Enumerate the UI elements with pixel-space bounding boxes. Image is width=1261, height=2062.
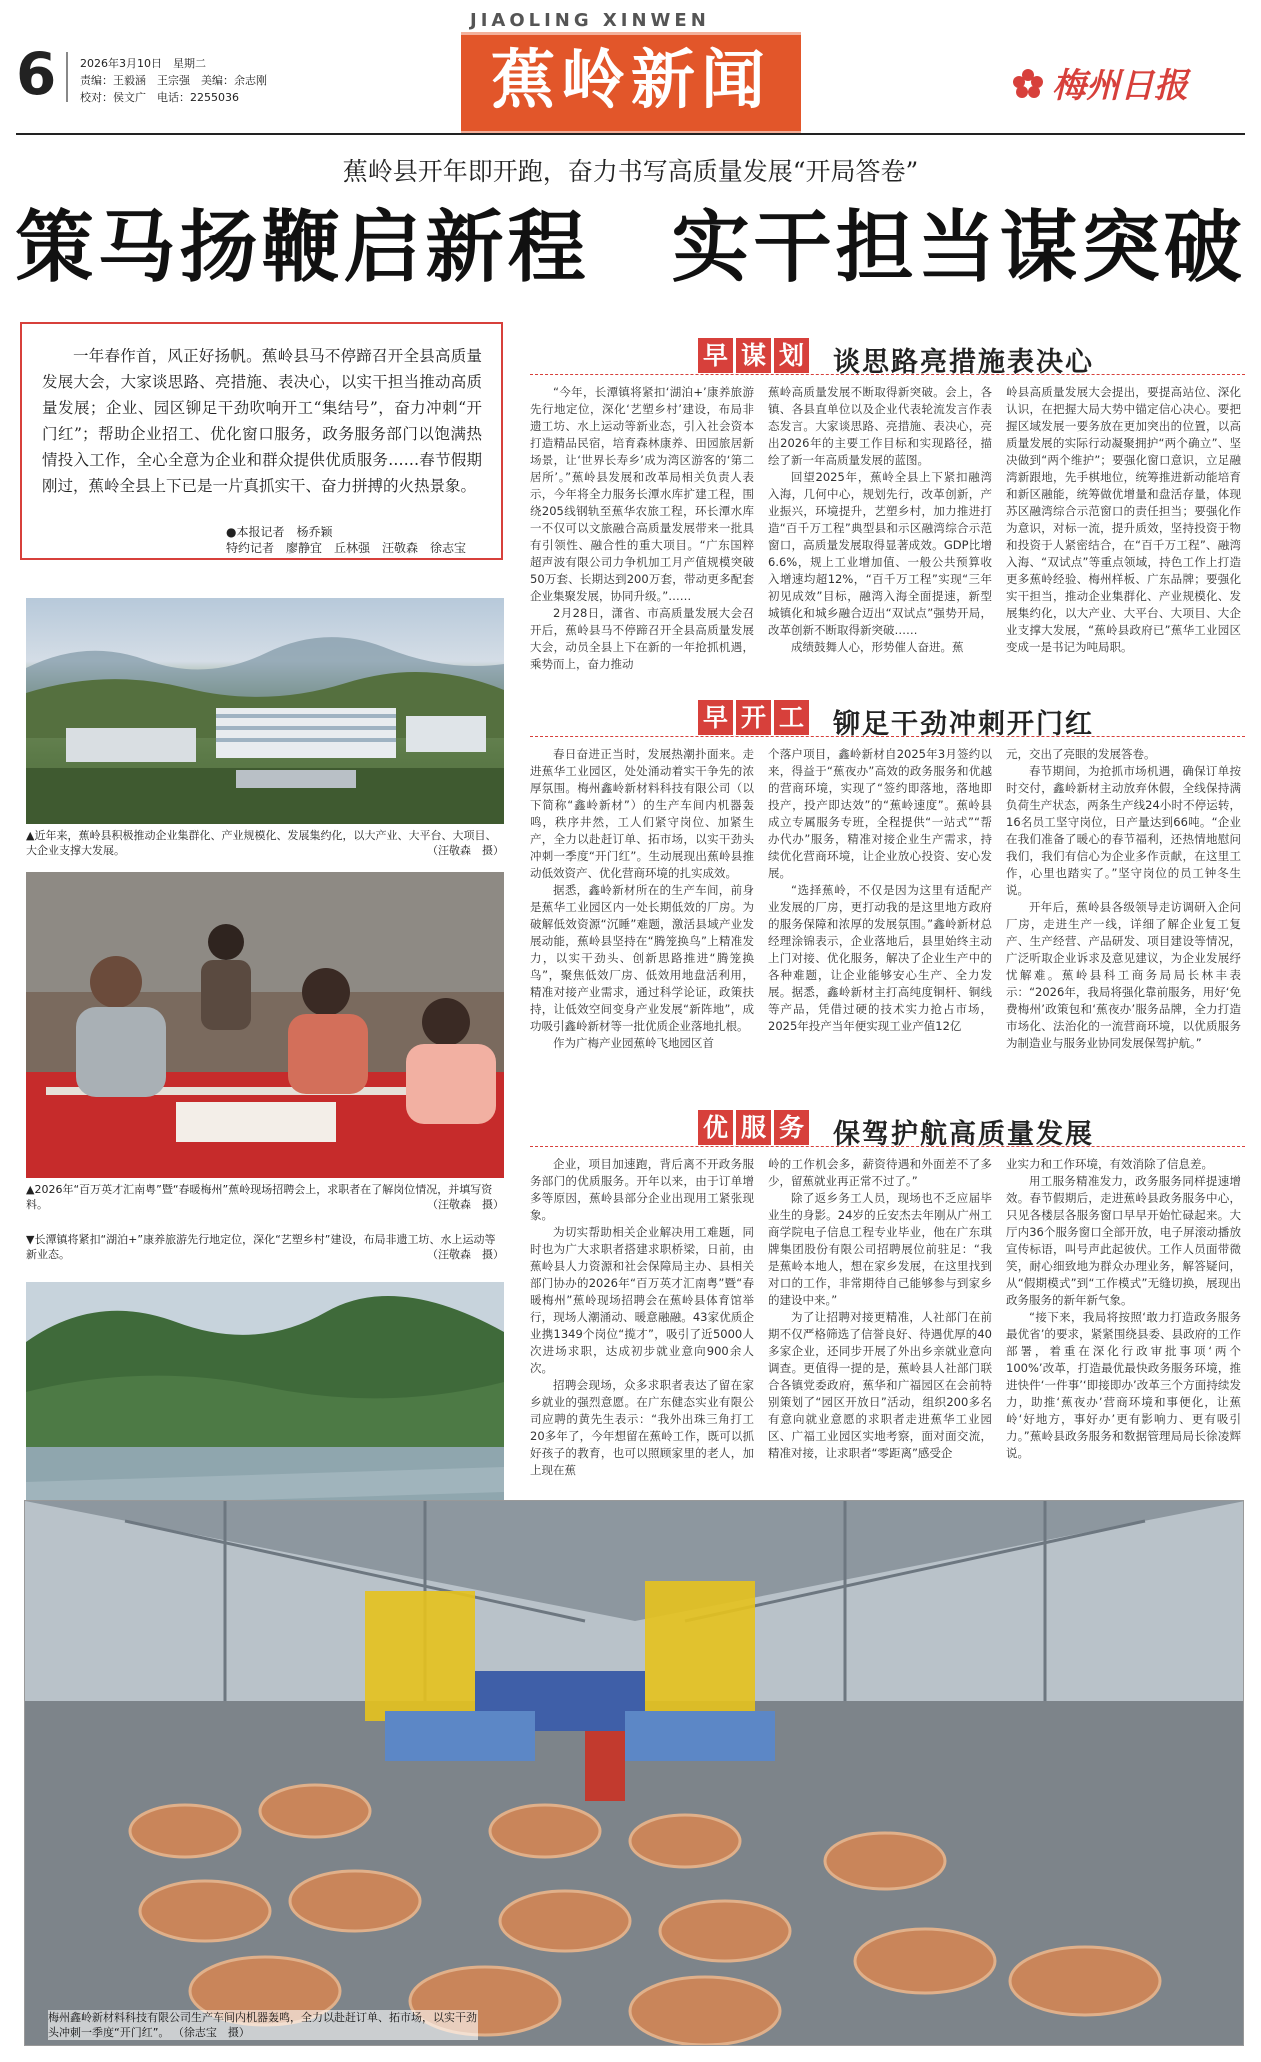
section2-title: 铆足干劲冲刺开门红: [833, 709, 1094, 740]
page-number: 6: [16, 40, 57, 108]
paper-name: 梅州日报: [1052, 66, 1188, 106]
section1-col3: [1006, 384, 1241, 700]
section3-col1-p2: 为切实帮助相关企业解决用工难题，同时也为广大求职者搭建求职桥梁，日前，由蕉岭县人力资源和社会保障局主办、县相关部门协办的2026年“百万英才汇南粤”暨“春暖梅州”蕉岭现场招聘会在蕉岭县体育馆举行，现场人潮涌动、暖意融融。43家优质企业携1349个岗位“揽才”，吸引了近5000人次进场求职，达成初步就业意向900余人次。: [530, 1225, 754, 1375]
factory-scene: [25, 1501, 1244, 2046]
section3-title: 保驾护航高质量发展: [833, 1119, 1094, 1150]
section2-badge-char-2: 开: [736, 700, 771, 735]
section1-col1: [530, 384, 754, 700]
section1-badge-char-3: 划: [774, 338, 809, 373]
photo-factory: [24, 1500, 1244, 2046]
photo3-credit: （汪敬森 摄）: [427, 1248, 504, 1261]
section1-rule: [530, 374, 1245, 375]
section3-col2-p3: 为了让招聘对接更精准，人社部门在前期不仅严格筛选了信誉良好、待遇优厚的40多家企业，还同步开展了外出乡亲就业意向调查。更值得一提的是，蕉岭县人社部门联合各镇党委政府，蕉华和广福园区在会前特别策划了“园区开放日”活动，组织200多名有意向就业意愿的求职者走进蕉华工业园区、广福工业园区实地考察，面对面交流，精准对接，让求职者“零距离”感受企: [768, 1310, 992, 1460]
photo4-caption: [48, 2010, 478, 2040]
section3-col3: [1006, 1156, 1241, 1496]
section3-badge: [698, 1110, 809, 1145]
section2-col3-p3: 开年后，蕉岭县各级领导走访调研入企问厂房，走进生产一线，详细了解企业复工复产、生产经营、产品研发、项目建设等情况，广泛听取企业诉求及意见建议，为企业发展纾忧解难。蕉岭县科工商务局局长林丰表示：“2026年，我局将强化靠前服务，用好‘免费梅州’政策包和‘蕉夜办’服务品牌，全力打造市场化、法治化的一流营商环境，以优质服务为制造业与服务业协同发展保驾护航。”: [1006, 900, 1241, 1050]
section1-col1-p2: 2月28日，潇省、市高质量发展大会召开后，蕉岭县马不停蹄召开全县高质量发展大会，动员全县上下在新的一年抢抓机遇，乘势而上，奋力推动: [530, 606, 754, 671]
section1-col2-p2: 回望2025年，蕉岭全县上下紧扣融湾入海，几何中心，规划先行，改革创新，产业振兴，环境提升，艺塑乡村，加力推进打造“百千万工程”典型县和示区融湾综合示范窗口，高质量发展取得显著成效。GDP比增6.6%，规上工业增加值、一般公共预算收入增速均超12%，“百千万工程”实现“三年初见成效”目标，融湾入海全面提速，新型城镇化和城乡融合迈出“双试点”强势开局，改革创新不断取得新突破……: [768, 470, 992, 637]
photo1-caption: [26, 828, 504, 858]
proof-line: 校对：侯文广 电话：2255036: [80, 91, 239, 104]
section-name: 蕉岭新闻: [491, 43, 771, 118]
section2-col3: [1006, 746, 1241, 1086]
section2-badge: [698, 700, 809, 735]
section1-badge: [698, 338, 809, 373]
section2-col1-p2: 据悉，鑫岭新材所在的生产车间，前身是蕉华工业园区内一处长期低效的厂房。为破解低效资源“沉睡”难题，激活县域产业发展动能，蕉岭县坚持在“腾笼换鸟”上精准发力，以实干劲头、创新思路推进“腾笼换鸟”，聚焦低效厂房、低效用地盘活利用，精准对接产业需求，通过科学论证，政策扶持，让低效空间变身产业发展“新阵地”，成功吸引鑫岭新材等一批优质企业落地扎根。: [530, 883, 754, 1033]
section1-badge-char-1: 早: [698, 338, 733, 373]
photo-industrial-park: [26, 598, 504, 824]
byline-2: 特约记者 廖静宜 丘林强 汪敬森 徐志宝: [226, 541, 467, 555]
section2-col3-p1: 元，交出了亮眼的发展答卷。: [1006, 747, 1156, 761]
photo4-caption-text: 梅州鑫岭新材料科技有限公司生产车间内机器轰鸣，全力以赴赶订单、拓市场，以实干劲头冲刺一季度“开门红”。: [48, 2011, 477, 2039]
section2-rule: [530, 736, 1245, 737]
section3-col1-p1: 企业，项目加速跑，背后离不开政务服务部门的优质服务。开年以来，由于订单增多等原因，蕉岭县部分企业出现用工紧张现象。: [530, 1157, 754, 1222]
section3-col2: [768, 1156, 992, 1496]
section2-col1-p3: 作为广梅产业园蕉岭飞地园区首: [553, 1036, 714, 1050]
section1-col3-p1: 岭县高质量发展大会提出，要提高站位、深化认识，在把握大局大势中锚定信心决心。要把握区域发展一要务放在更加突出的位置，以高质量发展的实际行动凝聚拥护“两个确立”、坚决做到“两个维护”；要强化窗口意识，立足融湾新跟地，先手棋地位，统筹推进新动能培育和新区融能，统筹做优增量和盘活存量，体现苏区融湾综合示范窗口的责任担当；要强化作为意识，对标一流，提升质效，坚持投资于物和投资于人紧密结合，在“百千万工程”、融湾入海、“双试点”等重点领域，持色工作上打造更多蕉岭经验、梅州样板、广东品牌；要强化实干担当，推动企业集群化、产业规模化、发展集约化，以大产业、大平台、大项目、大企业支撑大发展，“蕉岭县政府已”蕉华工业园区变成一是书记为吨局职。: [1006, 385, 1241, 654]
editors-line: 责编：王毅涵 王宗强 美编：余志刚: [80, 74, 267, 87]
section3-col1-p3: 招聘会现场，众多求职者表达了留在家乡就业的强烈意愿。在广东健态实业有限公司应聘的黄先生表示：“我外出珠三角打工20多年了，今年想留在蕉岭工作，既可以抓好孩子的教育，也可以照顾家里的老人，加上现在蕉: [530, 1378, 754, 1477]
photo4-credit: （徐志宝 摄）: [172, 2026, 250, 2039]
lead-paragraph: 一年春作首，风正好扬帆。蕉岭县马不停蹄召开全县高质量发展大会，大家谈思路、亮措施、表决心，以实干担当推动高质量发展；企业、园区铆足干劲吹响开工“集结号”，奋力冲刺“开门红”；帮助企业招工、优化窗口服务，政务服务部门以饱满热情投入工作，全心全意为企业和群众提供优质服务……春节假期刚过，蕉岭全县上下已是一片真抓实干、奋力拼搏的火热景象。: [42, 347, 482, 495]
section2-col2-p2: “选择蕉岭，不仅是因为这里有适配产业发展的厂房，更打动我的是这里地方政府的服务保障和浓厚的发展氛围。”鑫岭新材总经理涂锦表示，企业落地后，县里始终主动上门对接、优化服务，解决了企业生产中的各种难题，让企业能够安心生产、全力发展。据悉，鑫岭新材主打高纯度铜杆、铜线等产品，凭借过硬的技术实力抢占市场，2025年投产当年便实现工业产值12亿: [768, 883, 992, 1033]
masthead-rule: [16, 133, 1245, 135]
byline-1: ●本报记者 杨乔颖: [226, 525, 333, 539]
kicker: 蕉岭县开年即开跑，奋力书写高质量发展“开局答卷”: [342, 157, 919, 186]
masthead-divider: [66, 52, 68, 102]
photo2-caption: [26, 1182, 504, 1212]
section3-rule: [530, 1146, 1245, 1147]
section1-col1-p1: “今年，长潭镇将紧扣‘湖泊+’康养旅游先行地定位，深化‘艺塑乡村’建设，布局非遗工坊、水上运动等新业态，引入社会资本打造精品民宿，培育森林康养、田园旅居新场景，让‘世界长寿乡’成为湾区游客的‘第二居所’。”蕉岭县发展和改革局相关负责人表示，今年将全力服务长潭水库扩建工程，围绕205线钢轨至蕉华农旅工程，环长潭水库一不仅可以文旅融合高质量发展带来一批具有引领性、融合性的重大项目。“广东国粹超声波有限公司力争机加工月产值规模突破50万套、长期达到200万套，带动更多配套企业集聚发展，协同升级。”……: [530, 385, 754, 603]
section2-col3-p2: 春节期间，为抢抓市场机遇，确保订单按时交付，鑫岭新材主动放弃休假，全线保持满负荷生产状态，两条生产线24小时不停运转，16名员工坚守岗位，日产量达到66吨。“企业在我们准备了暖心的春节福利，还热情地慰问我们，我们有信心为企业多作贡献，在这里工作，心里也踏实了。”坚守岗位的员工钟冬生说。: [1006, 764, 1241, 897]
section2-col1-p1: 春日奋进正当时，发展热潮扑面来。走进蕉华工业园区，处处涌动着实干争先的浓厚氛围。梅州鑫岭新材料科技有限公司（以下简称“鑫岭新材”）的生产车间内机器轰鸣，秩序井然，工人们紧守岗位、加紧生产，全力以赴赶订单、拓市场，以实干劲头冲刺一季度“开门红”。生动展现出蕉岭县推动低效资产、优化营商环境的扎实成效。: [530, 747, 754, 880]
section3-col2-p1: 岭的工作机会多，薪资待遇和外面差不了多少，留蕉就业再正常不过了。”: [768, 1157, 992, 1188]
photo-job-fair: [26, 872, 504, 1178]
section2-col1: [530, 746, 754, 1086]
section3-col3-p3: “接下来，我局将按照‘敢力打造政务服务最优省’的要求，紧紧围绕县委、县政府的工作部署，着重在深化行政审批事项‘两个100%’改革，打造最优最快政务服务环境，推进快件‘一件事’‘即接即办’改革三个方面持续发力，助推‘蕉夜办’营商环境和事便化，让蕉岭‘好地方，事好办’更有影响力、更有吸引力。”蕉岭县政务服务和数据管理局局长徐凌辉说。: [1006, 1310, 1241, 1460]
photo3-caption-text: ▼长潭镇将紧扣“湖泊+”康养旅游先行地定位，深化“艺塑乡村”建设，布局非遗工坊、水上运动等新业态。: [26, 1233, 496, 1261]
photo1-caption-text: ▲近年来，蕉岭县积极推动企业集群化、产业规模化、发展集约化，以大产业、大平台、大项目、大企业支撑大发展。: [26, 829, 497, 857]
section-logo: [461, 32, 801, 134]
date-line: 2026年3月10日 星期二: [80, 57, 206, 70]
photo2-caption-text: ▲2026年“百万英才汇南粤”暨“春暖梅州”蕉岭现场招聘会上，求职者在了解岗位情况，并填写资料。: [26, 1183, 493, 1211]
section2-col2-p1: 个落户项目，鑫岭新材自2025年3月签约以来，得益于“蕉夜办”高效的政务服务和优越的营商环境，实现了“签约即落地，落地即投产，投产即达效”的“蕉岭速度”。蕉岭县成立专属服务专班，全程提供“一站式”“帮办代办”服务，精准对接企业生产需求，持续优化营商环境，让企业放心投资、安心发展。: [768, 747, 992, 880]
section3-col3-p2: 用工服务精准发力，政务服务同样提速增效。春节假期后，走进蕉岭县政务服务中心，只见各楼层各服务窗口早早开始忙碌起来。大厅内36个服务窗口全部开放，电子屏滚动播放宣传标语，叫号声此起彼伏。工作人员面带微笑，耐心细致地为群众办理业务，解答疑问，从“假期模式”到“工作模式”无缝切换，展现出政务服务的新年新气象。: [1006, 1174, 1241, 1307]
industrial-park-scene: [26, 598, 504, 824]
section3-badge-char-3: 务: [774, 1110, 809, 1145]
photo1-credit: （汪敬森 摄）: [427, 844, 504, 857]
photo3-caption: [26, 1232, 504, 1262]
section1-badge-char-2: 谋: [736, 338, 771, 373]
section1-title: 谈思路亮措施表决心: [833, 347, 1094, 378]
photo2-credit: （汪敬森 摄）: [427, 1198, 504, 1211]
section1-col2-p1: 蕉岭高质量发展不断取得新突破。会上，各镇、各县直单位以及企业代表轮流发言作表态发言。大家谈思路、亮措施、表决心，亮出2026年的主要工作目标和实现路径，描绘了新一年高质量发展的蓝图。: [768, 385, 992, 467]
section2-badge-char-3: 工: [774, 700, 809, 735]
masthead-pinyin: JIAOLING XINWEN: [470, 10, 710, 31]
section3-badge-char-2: 服: [736, 1110, 771, 1145]
section1-col2: [768, 384, 992, 700]
section3-col2-p2: 除了返乡务工人员，现场也不乏应届毕业生的身影。24岁的丘安杰去年刚从广州工商学院电子信息工程专业毕业，他在广东琪牌集团股份有限公司招聘展位前驻足：“我是蕉岭本地人，想在家乡发展，在这里找到对口的工作，非常期待自己能够参与到家乡的建设中来。”: [768, 1191, 992, 1307]
job-fair-scene: [26, 872, 504, 1178]
plum-blossom-icon: [1010, 65, 1046, 101]
section1-col2-p3: 成绩鼓舞人心，形势催人奋进。蕉: [791, 640, 964, 654]
section2-badge-char-1: 早: [698, 700, 733, 735]
paper-logo: [1010, 58, 1188, 107]
section3-col1: [530, 1156, 754, 1496]
section3-col3-p1: 业实力和工作环境，有效消除了信息差。: [1006, 1157, 1213, 1171]
section2-col2: [768, 746, 992, 1086]
headline: 策马扬鞭启新程 实干担当谋突破: [15, 202, 1246, 293]
section3-badge-char-1: 优: [698, 1110, 733, 1145]
